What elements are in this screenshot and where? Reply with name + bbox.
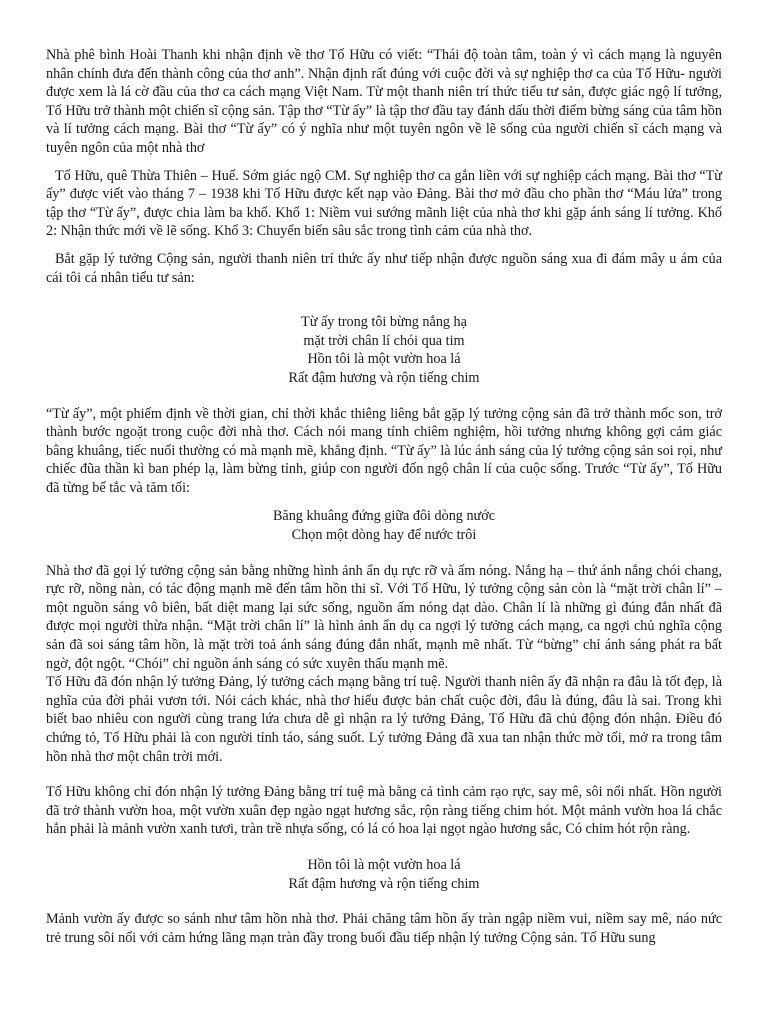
poem-stanza-3 [46, 856, 722, 893]
poem-line: Rất đậm hương và rộn tiếng chim [288, 369, 480, 386]
paragraph-lead-in: Bắt gặp lý tưởng Cộng sản, người thanh niên trí thức ấy như tiếp nhận được nguồn sáng xua đi đám mây u ám của cái tôi cá nhân tiểu tư sản: [46, 250, 722, 286]
poem-line: mặt trời chân lí chói qua tim [303, 332, 465, 349]
poem-line: Từ ấy trong tôi bừng nắng hạ [301, 314, 467, 331]
paragraph-metaphor: Nhà thơ đã gọi lý tưởng cộng sản bằng những hình ảnh ẩn dụ rực rỡ và ấm nóng. Nắng hạ – thứ ánh nắng chói chang, rực rỡ, nồng nàn, có tác động mạnh mẽ đến tâm hồn thi sĩ. Với Tố Hữu, lý tưởng cộng sản còn là “mặt trời chân lí” – một nguồn sáng vô biên, bất diệt mang lại sức sống, nguồn ấm nóng dạt dào. Chân lí là những gì đúng đắn nhất đã được mọi người thừa nhận. “Mặt trời chân lí” là hình ảnh ẩn dụ ca ngợi lý tưởng cách mạng, ca ngợi chủ nghĩa cộng sản đã soi sáng tâm hồn, là mặt trời toả ánh sáng đúng đắn nhất, mạnh mẽ nhất. Từ “bừng” chỉ ánh sáng phát ra bất ngờ, đột ngột. “Chói” chỉ nguồn ánh sáng có sức xuyên thấu mạnh mẽ. [46, 562, 722, 672]
poem-stanza-1 [46, 313, 722, 387]
poem-line: Hồn tôi là một vườn hoa lá [307, 351, 461, 368]
paragraph-garden: Mảnh vườn ấy được so sánh như tâm hồn nhà thơ. Phải chăng tâm hồn ấy tràn ngập niềm vui, niềm say mê, náo nức trẻ trung sôi nổi với cảm hứng lãng mạn tràn đầy trong buổi đầu tiếp nhận lý tưởng Cộng sản. Tố Hữu sung [46, 911, 722, 946]
paragraph-author-info: Tố Hữu, quê Thừa Thiên – Huế. Sớm giác ngộ CM. Sự nghiệp thơ ca gắn liền với sự nghiệp cách mạng. Bài thơ “Từ ấy” được viết vào tháng 7 – 1938 khi Tố Hữu được kết nạp vào Đảng. Bài thơ mở đầu cho phần thơ “Máu lửa” trong tập thơ “Từ ấy”, được chia làm ba khổ. Khổ 1: Niềm vui sướng mãnh liệt của nhà thơ khi gặp ánh sáng lí tưởng. Khổ 2: Nhận thức mới về lẽ sống. Khổ 3: Chuyển biến sâu sắc trong tình cảm của nhà thơ. [46, 167, 722, 240]
paragraph-tu-ay: “Từ ấy”, một phiếm định về thời gian, chỉ thời khắc thiêng liêng bắt gặp lý tưởng cộng sản đã trở thành mốc son, trở thành bước ngoặt trong cuộc đời nhà thơ. Cách nói mang tính chiêm nghiệm, hồi tưởng nhưng không gợi cảm giác bâng khuâng, tiếc nuối thường có mà mạnh mẽ, khẳng định. “Từ ấy” là lúc ánh sáng của lý tưởng cộng sản soi rọi, như chiếc đũa thần kì ban phép lạ, làm bừng tỉnh, giúp con người đốn ngộ chân lí của cuộc sống. Trước “Từ ấy”, Tố Hữu đã từng bế tắc và tăm tối: [46, 405, 722, 496]
poem-line: Hồn tôi là một vườn hoa lá [307, 856, 461, 873]
paragraph-emotion: Tố Hữu không chỉ đón nhận lý tưởng Đảng bằng trí tuệ mà bằng cả tình cảm rạo rực, say mê, sôi nổi nhất. Hồn người đã trở thành vườn hoa, một vườn xuân đẹp ngào ngạt hương sắc, rộn ràng tiếng chim hót. Một mảnh vườn hoa lá chắc hẳn phải là mảnh vườn xanh tươi, tràn trề nhựa sống, có lá có hoa lại ngọt ngào hương sắc, Có chim hót rộn ràng. [46, 784, 722, 838]
document-page [46, 46, 722, 956]
poem-line: Rất đậm hương và rộn tiếng chim [288, 875, 480, 892]
paragraph-intro: Nhà phê bình Hoài Thanh khi nhận định về thơ Tố Hữu có viết: “Thái độ toàn tâm, toàn ý vì cách mạng là nguyên nhân chính đưa đến thành công của thơ anh”. Nhận định rất đúng với cuộc đời và sự nghiệp thơ ca của Tố Hữu- người được xem là lá cờ đầu của thơ ca cách mạng Việt Nam. Từ một thanh niên trí thức tiểu tư sản, được giác ngộ lí tưởng, Tố Hữu trở thành một chiến sĩ cộng sản. Tập thơ “Từ ấy” là tập thơ đầu tay đánh dấu thời điểm bừng sáng của tâm hồn và lí tưởng cách mạng. Bài thơ “Từ ấy” có ý nghĩa như một tuyên ngôn về lẽ sống của người chiến sĩ cách mạng và tuyên ngôn của một nhà thơ [46, 47, 722, 156]
poem-line: Băng khuâng đứng giữa đôi dòng nước [272, 508, 496, 525]
paragraph-intellect: Tố Hữu đã đón nhận lý tưởng Đảng, lý tưởng cách mạng bằng trí tuệ. Người thanh niên ấy đã nhận ra đâu là tốt đẹp, là nghĩa của đời phải vươn tới. Nói cách khác, nhà thơ hiểu được bản chất cuộc đời, đâu là đúng, đâu là sai. Trong khi biết bao nhiêu con người cùng trang lứa chưa dễ gì nhận ra lý tưởng Đảng, Tố Hữu đã chủ động đón nhận. Điều đó chứng tỏ, Tố Hữu phải là con người tỉnh táo, sáng suốt. Lý tưởng Đảng đã xua tan nhận thức mờ tối, mở ra trong tâm hồn nhà thơ một chân trời mới. [46, 674, 722, 765]
poem-stanza-2 [46, 507, 722, 544]
poem-line: Chọn một dòng hay để nước trôi [291, 527, 477, 544]
